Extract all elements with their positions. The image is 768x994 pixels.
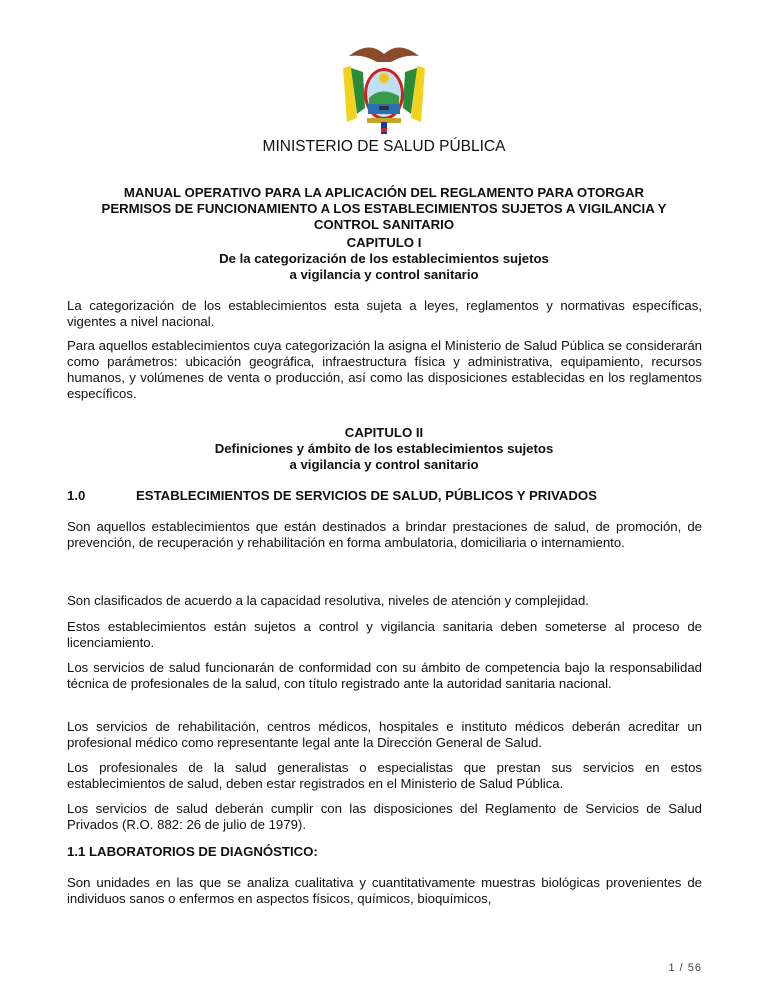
chapter-subtitle: a vigilancia y control sanitario: [289, 457, 479, 472]
section-title: ESTABLECIMIENTOS DE SERVICIOS DE SALUD, PÚBLICOS Y PRIVADOS: [136, 488, 597, 503]
paragraph: Son clasificados de acuerdo a la capacidad resolutiva, niveles de atención y complejidad.: [67, 593, 589, 608]
section-number: 1.0: [67, 488, 86, 503]
document-title: [0, 185, 768, 233]
chapter-label: CAPITULO II: [344, 425, 424, 440]
paragraph: Los servicios de salud funcionarán de conformidad con su ámbito de competencia bajo la responsabilidad técnica de profesionales de la salud, con título registrado ante la autoridad sanitaria nacional.: [67, 660, 702, 691]
chapter-1-heading: [0, 235, 768, 283]
paragraph: Son unidades en las que se analiza cualitativa y cuantitativamente muestras biológicas provenientes de individuos sanos o enfermos en aspectos físicos, químicos, bioquímicos,: [67, 875, 702, 906]
coat-of-arms-logo: [329, 38, 439, 138]
paragraph: Para aquellos establecimientos cuya categorización la asigna el Ministerio de Salud Pública se considerarán como parámetros: ubicación geográfica, infraestructura física y administrativa, equipamiento, recursos humanos, y volúmenes de venta o producción, así como las disposiciones establecidas en los reglamentos específicos.: [67, 338, 702, 401]
paragraph: Los servicios de rehabilitación, centros médicos, hospitales e instituto médicos deberán acreditar un profesional médico como representante legal ante la Dirección General de Salud.: [67, 719, 702, 750]
chapter-label: CAPITULO I: [346, 235, 422, 250]
subsection-title: 1.1 LABORATORIOS DE DIAGNÓSTICO:: [67, 844, 318, 859]
chapter-subtitle: Definiciones y ámbito de los establecimientos sujetos: [214, 441, 554, 456]
document-title-line: PERMISOS DE FUNCIONAMIENTO A LOS ESTABLECIMIENTOS SUJETOS A VIGILANCIA Y: [101, 201, 667, 216]
chapter-subtitle: De la categorización de los establecimientos sujetos: [219, 251, 549, 266]
chapter-2-heading: [0, 425, 768, 473]
paragraph: Los profesionales de la salud generalistas o especialistas que prestan sus servicios en estos establecimientos de salud, deben estar registrados en el Ministerio de Salud Pública.: [67, 760, 702, 791]
paragraph: Los servicios de salud deberán cumplir con las disposiciones del Reglamento de Servicios de Salud Privados (R.O. 882: 26 de julio de 1979).: [67, 801, 702, 832]
paragraph: La categorización de los establecimientos esta sujeta a leyes, reglamentos y normativas específicas, vigentes a nivel nacional.: [67, 298, 702, 329]
paragraph: Estos establecimientos están sujetos a control y vigilancia sanitaria deben someterse al proceso de licenciamiento.: [67, 619, 702, 650]
document-title-line: MANUAL OPERATIVO PARA LA APLICACIÓN DEL REGLAMENTO PARA OTORGAR: [123, 185, 645, 200]
chapter-subtitle: a vigilancia y control sanitario: [289, 267, 479, 282]
document-title-line: CONTROL SANITARIO: [313, 217, 455, 232]
paragraph: Son aquellos establecimientos que están destinados a brindar prestaciones de salud, de promoción, de prevención, de recuperación y rehabilitación en forma ambulatoria, domiciliaria o internamiento.: [67, 519, 702, 550]
page-number: 1 / 56: [668, 962, 702, 974]
ministry-title: MINISTERIO DE SALUD PÚBLICA: [262, 138, 506, 155]
